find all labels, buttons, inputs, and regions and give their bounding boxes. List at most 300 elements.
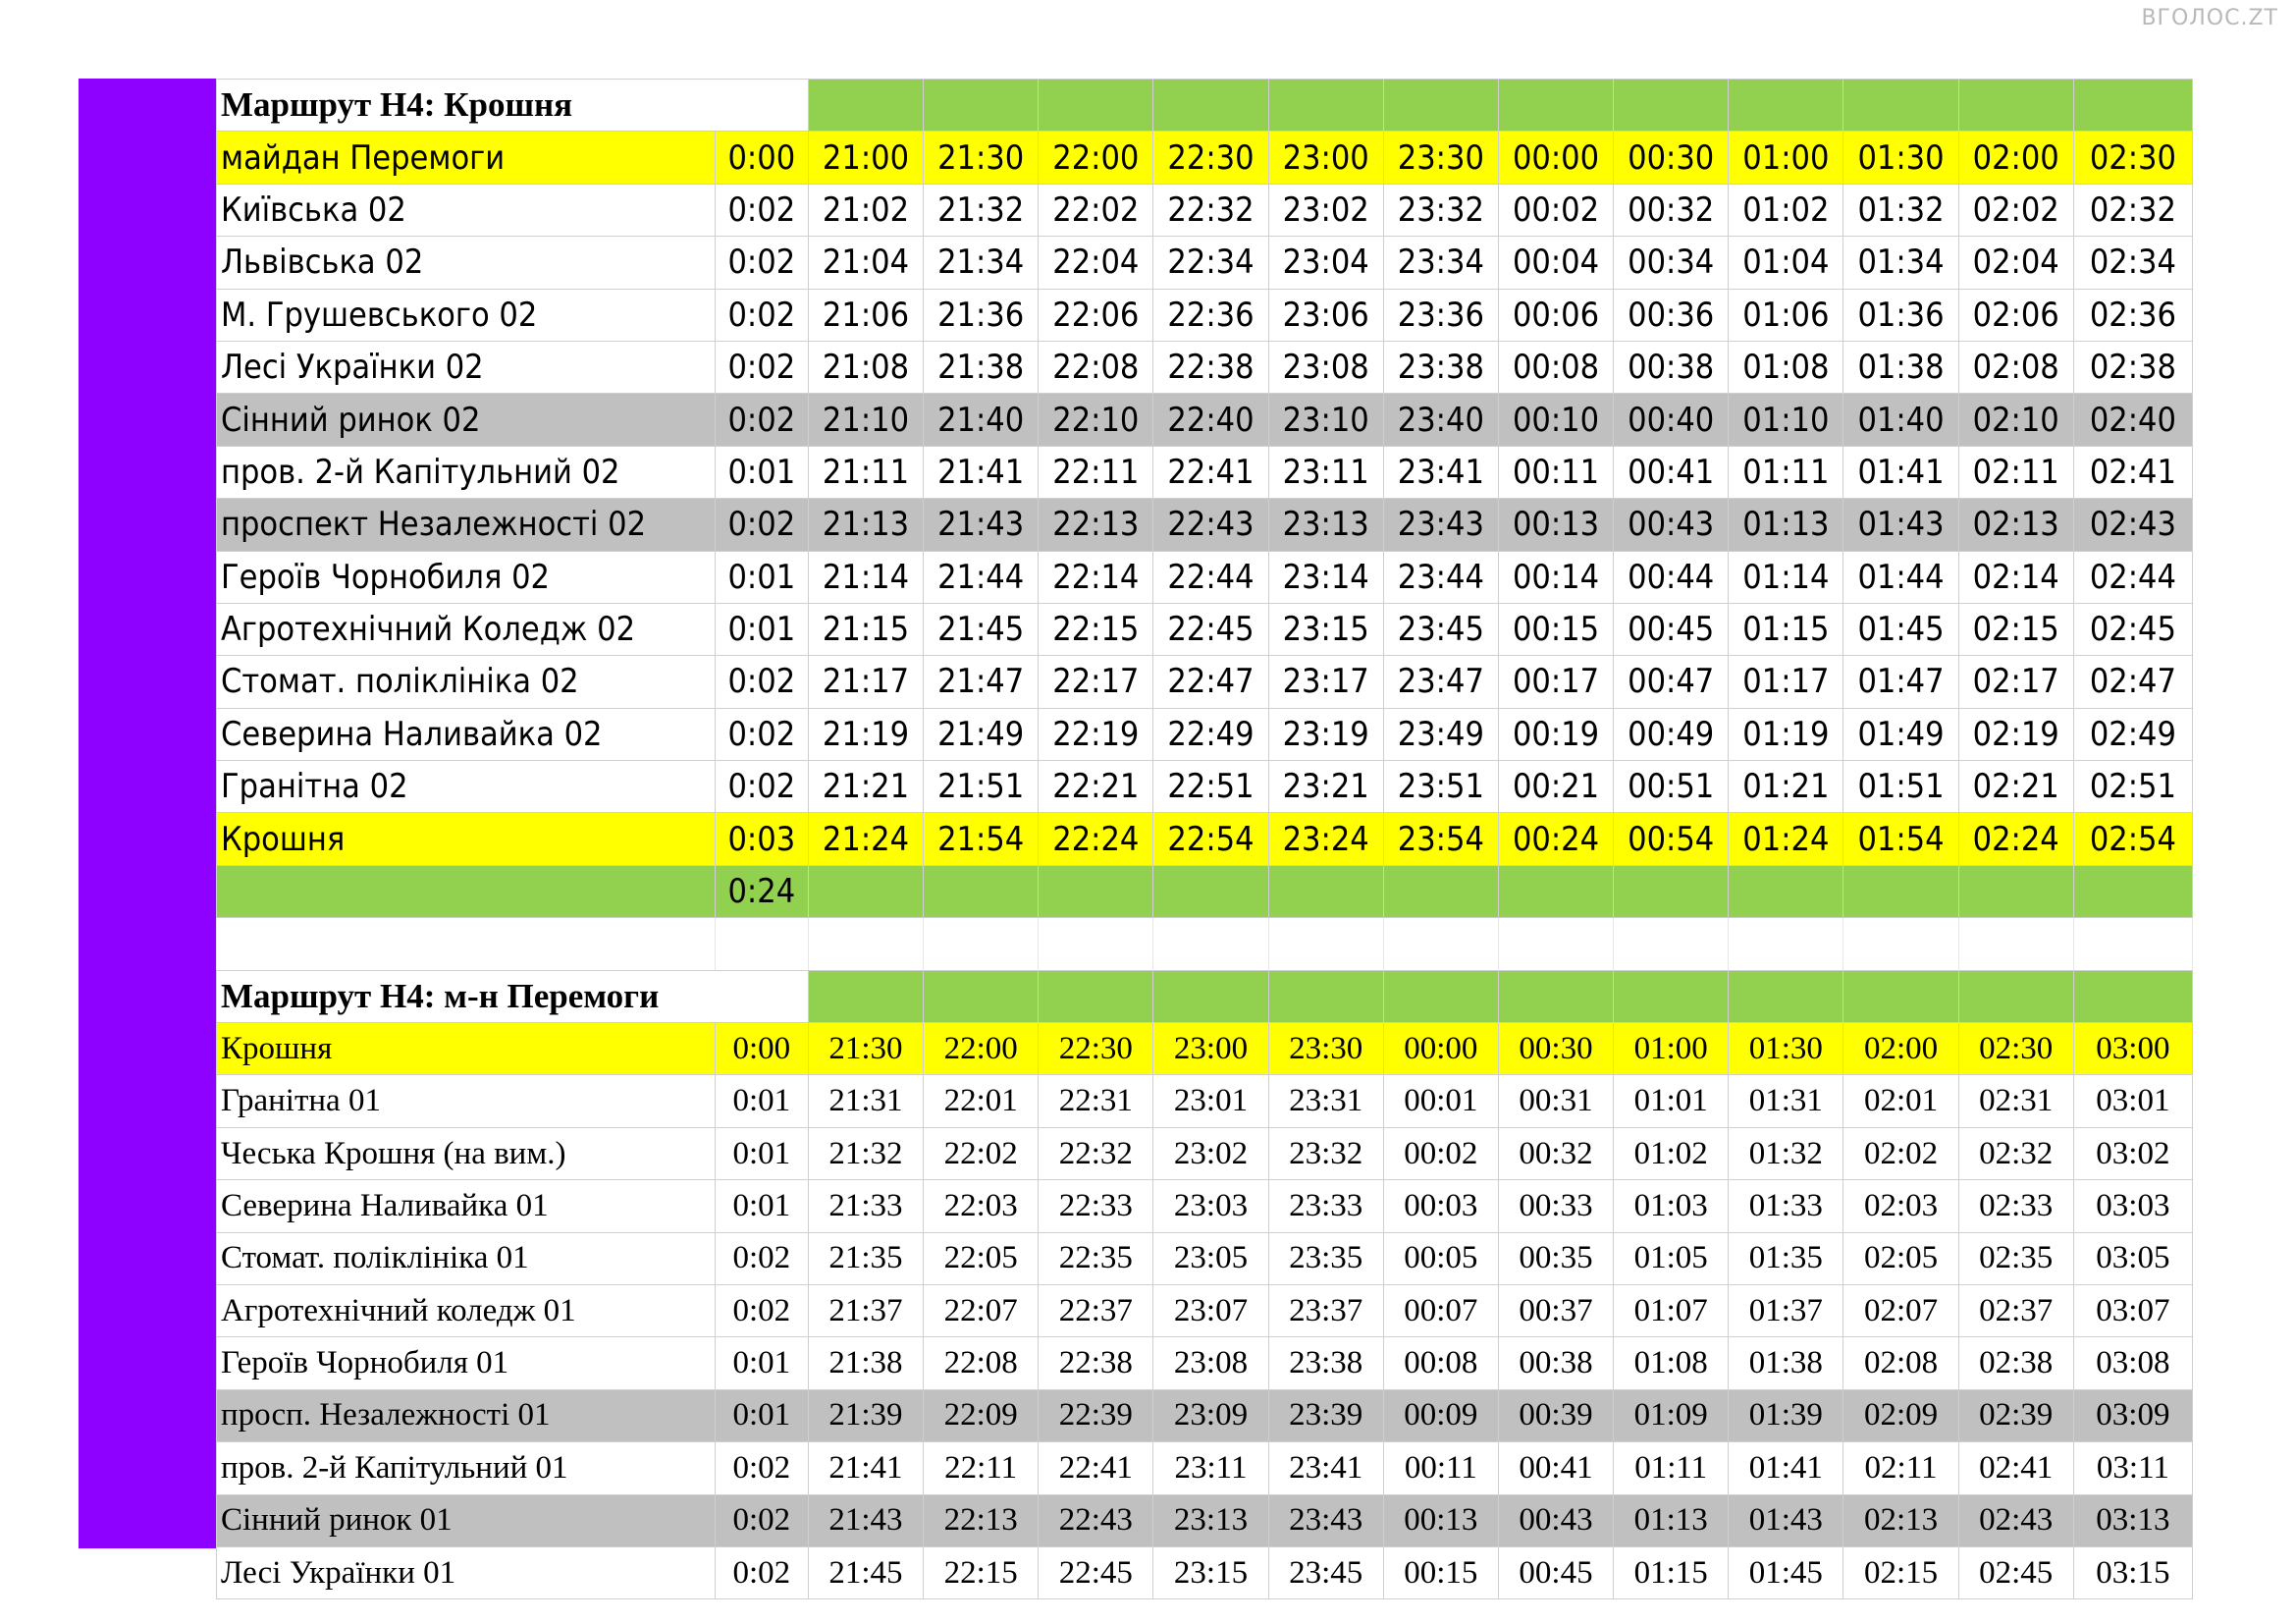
departure-time: 00:30: [1614, 132, 1729, 184]
departure-time: 23:45: [1383, 603, 1498, 655]
departure-time: 01:30: [1729, 1023, 1843, 1075]
departure-time: 02:11: [1843, 1442, 1958, 1494]
departure-time: 22:30: [1153, 132, 1268, 184]
departure-time: 01:47: [1843, 656, 1958, 708]
departure-time: 23:40: [1383, 394, 1498, 446]
stop-name: Героїв Чорнобиля 01: [217, 1337, 716, 1389]
departure-time: 02:37: [1958, 1284, 2073, 1336]
departure-time: 01:00: [1614, 1023, 1729, 1075]
header-green-cell: [1268, 80, 1383, 132]
departure-time: 00:02: [1383, 1127, 1498, 1179]
schedule-table: [216, 79, 2193, 1599]
stop-row: [217, 184, 2193, 236]
departure-time: 22:00: [1039, 132, 1153, 184]
departure-time: 01:14: [1729, 551, 1843, 603]
departure-time: 23:00: [1153, 1023, 1268, 1075]
route-title: Маршрут Н4: Крошня: [217, 80, 809, 132]
departure-time: 21:38: [808, 1337, 923, 1389]
departure-time: 00:44: [1614, 551, 1729, 603]
departure-time: 22:38: [1153, 341, 1268, 393]
departure-time: 21:14: [808, 551, 923, 603]
departure-time: 22:11: [924, 1442, 1039, 1494]
departure-time: 22:02: [924, 1127, 1039, 1179]
departure-time: 23:14: [1268, 551, 1383, 603]
header-green-cell: [1958, 80, 2073, 132]
departure-time: 00:15: [1498, 603, 1613, 655]
departure-time: 22:41: [1039, 1442, 1153, 1494]
departure-time: 02:44: [2073, 551, 2192, 603]
departure-time: 22:06: [1039, 289, 1153, 341]
departure-time: 01:41: [1729, 1442, 1843, 1494]
departure-time: 23:11: [1153, 1442, 1268, 1494]
stop-row: [217, 1075, 2193, 1127]
spacer-row: [217, 918, 2193, 970]
departure-time: 00:30: [1498, 1023, 1613, 1075]
departure-time: 01:04: [1729, 237, 1843, 289]
departure-time: 00:40: [1614, 394, 1729, 446]
departure-time: 01:15: [1614, 1546, 1729, 1598]
departure-time: 22:17: [1039, 656, 1153, 708]
spacer-cell: [1383, 918, 1498, 970]
departure-time: 03:02: [2073, 1127, 2192, 1179]
departure-time: 21:49: [924, 708, 1039, 760]
departure-time: 00:19: [1498, 708, 1613, 760]
spacer-cell: [1039, 918, 1153, 970]
departure-time: 00:49: [1614, 708, 1729, 760]
departure-time: 22:24: [1039, 813, 1153, 865]
departure-time: 00:15: [1383, 1546, 1498, 1598]
departure-time: 21:34: [924, 237, 1039, 289]
departure-time: 22:15: [1039, 603, 1153, 655]
header-green-cell: [1958, 970, 2073, 1022]
departure-time: 22:08: [924, 1337, 1039, 1389]
departure-time: 23:13: [1153, 1494, 1268, 1546]
departure-time: 02:21: [1958, 761, 2073, 813]
total-green-cell: [1729, 865, 1843, 917]
stop-interval: 0:02: [715, 341, 808, 393]
departure-time: 02:43: [1958, 1494, 2073, 1546]
departure-time: 22:34: [1153, 237, 1268, 289]
departure-time: 01:45: [1843, 603, 1958, 655]
departure-time: 00:51: [1614, 761, 1729, 813]
header-green-cell: [1153, 80, 1268, 132]
spacer-cell: [1498, 918, 1613, 970]
departure-time: 21:40: [924, 394, 1039, 446]
stop-name: Северина Наливайка 01: [217, 1180, 716, 1232]
departure-time: 02:32: [1958, 1127, 2073, 1179]
departure-time: 21:43: [808, 1494, 923, 1546]
departure-time: 02:15: [1958, 603, 2073, 655]
departure-time: 23:34: [1383, 237, 1498, 289]
stop-interval: 0:02: [715, 1442, 808, 1494]
departure-time: 01:08: [1614, 1337, 1729, 1389]
departure-time: 00:13: [1383, 1494, 1498, 1546]
departure-time: 03:13: [2073, 1494, 2192, 1546]
departure-time: 02:49: [2073, 708, 2192, 760]
departure-time: 23:43: [1383, 499, 1498, 551]
stop-row: [217, 1180, 2193, 1232]
departure-time: 23:00: [1268, 132, 1383, 184]
departure-time: 21:33: [808, 1180, 923, 1232]
header-green-cell: [1039, 970, 1153, 1022]
stop-interval: 0:03: [715, 813, 808, 865]
departure-time: 01:49: [1843, 708, 1958, 760]
header-green-cell: [1843, 80, 1958, 132]
stop-interval: 0:01: [715, 1075, 808, 1127]
total-green-cell: [1039, 865, 1153, 917]
stop-name: майдан Перемоги: [217, 132, 716, 184]
departure-time: 23:47: [1383, 656, 1498, 708]
departure-time: 01:05: [1614, 1232, 1729, 1284]
departure-time: 02:30: [1958, 1023, 2073, 1075]
departure-time: 21:51: [924, 761, 1039, 813]
departure-time: 22:38: [1039, 1337, 1153, 1389]
header-green-cell: [1383, 80, 1498, 132]
departure-time: 01:03: [1614, 1180, 1729, 1232]
departure-time: 22:39: [1039, 1389, 1153, 1441]
departure-time: 22:44: [1153, 551, 1268, 603]
departure-time: 22:47: [1153, 656, 1268, 708]
stop-name: Стомат. поліклініка 02: [217, 656, 716, 708]
total-green-cell: [1614, 865, 1729, 917]
departure-time: 02:24: [1958, 813, 2073, 865]
departure-time: 21:47: [924, 656, 1039, 708]
header-green-cell: [924, 80, 1039, 132]
header-green-cell: [1843, 970, 1958, 1022]
departure-time: 23:08: [1153, 1337, 1268, 1389]
purple-side-band: [79, 79, 216, 1548]
departure-time: 00:43: [1614, 499, 1729, 551]
departure-time: 23:51: [1383, 761, 1498, 813]
departure-time: 02:00: [1958, 132, 2073, 184]
departure-time: 00:11: [1498, 446, 1613, 498]
departure-time: 23:44: [1383, 551, 1498, 603]
departure-time: 23:37: [1268, 1284, 1383, 1336]
departure-time: 21:02: [808, 184, 923, 236]
stop-name: Лесі Українки 02: [217, 341, 716, 393]
departure-time: 22:13: [924, 1494, 1039, 1546]
departure-time: 01:40: [1843, 394, 1958, 446]
departure-time: 00:31: [1498, 1075, 1613, 1127]
departure-time: 23:31: [1268, 1075, 1383, 1127]
departure-time: 01:34: [1843, 237, 1958, 289]
stop-row: [217, 1232, 2193, 1284]
total-green-cell: [1843, 865, 1958, 917]
departure-time: 22:45: [1153, 603, 1268, 655]
stop-interval: 0:01: [715, 446, 808, 498]
departure-time: 22:40: [1153, 394, 1268, 446]
departure-time: 03:11: [2073, 1442, 2192, 1494]
departure-time: 00:09: [1383, 1389, 1498, 1441]
departure-time: 02:34: [2073, 237, 2192, 289]
departure-time: 23:02: [1153, 1127, 1268, 1179]
departure-time: 00:38: [1614, 341, 1729, 393]
departure-time: 02:43: [2073, 499, 2192, 551]
spacer-cell: [1843, 918, 1958, 970]
header-green-cell: [1268, 970, 1383, 1022]
stop-interval: 0:01: [715, 1337, 808, 1389]
departure-time: 00:13: [1498, 499, 1613, 551]
departure-time: 01:02: [1614, 1127, 1729, 1179]
stop-interval: 0:02: [715, 1232, 808, 1284]
stop-interval: 0:01: [715, 603, 808, 655]
departure-time: 22:02: [1039, 184, 1153, 236]
departure-time: 02:10: [1958, 394, 2073, 446]
departure-time: 22:07: [924, 1284, 1039, 1336]
departure-time: 02:08: [1843, 1337, 1958, 1389]
watermark-logo: ВГОЛОС.ZT: [2141, 6, 2278, 30]
stop-name: проспект Незалежності 02: [217, 499, 716, 551]
stop-interval: 0:02: [715, 1546, 808, 1598]
departure-time: 01:54: [1843, 813, 1958, 865]
departure-time: 23:03: [1153, 1180, 1268, 1232]
spacer-cell: [1958, 918, 2073, 970]
departure-time: 01:43: [1843, 499, 1958, 551]
stop-name: пров. 2-й Капітульний 02: [217, 446, 716, 498]
stop-name: М. Грушевського 02: [217, 289, 716, 341]
departure-time: 03:05: [2073, 1232, 2192, 1284]
stop-row: [217, 499, 2193, 551]
departure-time: 22:13: [1039, 499, 1153, 551]
spacer-cell: [1268, 918, 1383, 970]
stop-interval: 0:01: [715, 1389, 808, 1441]
spacer-cell: [1729, 918, 1843, 970]
stop-name: Гранітна 01: [217, 1075, 716, 1127]
departure-time: 23:45: [1268, 1546, 1383, 1598]
departure-time: 00:21: [1498, 761, 1613, 813]
departure-time: 02:00: [1843, 1023, 1958, 1075]
departure-time: 02:03: [1843, 1180, 1958, 1232]
header-green-cell: [2073, 970, 2192, 1022]
departure-time: 02:36: [2073, 289, 2192, 341]
stop-row: [217, 1337, 2193, 1389]
departure-time: 00:37: [1498, 1284, 1613, 1336]
departure-time: 00:54: [1614, 813, 1729, 865]
spacer-cell: [2073, 918, 2192, 970]
total-green-cell: [808, 865, 923, 917]
departure-time: 23:11: [1268, 446, 1383, 498]
departure-time: 21:31: [808, 1075, 923, 1127]
departure-time: 02:07: [1843, 1284, 1958, 1336]
stop-row: [217, 341, 2193, 393]
departure-time: 23:05: [1153, 1232, 1268, 1284]
spacer-cell: [808, 918, 923, 970]
stop-name: Гранітна 02: [217, 761, 716, 813]
departure-time: 21:30: [924, 132, 1039, 184]
departure-time: 22:45: [1039, 1546, 1153, 1598]
stop-name: Агротехнічний Коледж 02: [217, 603, 716, 655]
departure-time: 00:36: [1614, 289, 1729, 341]
departure-time: 23:30: [1383, 132, 1498, 184]
departure-time: 21:32: [924, 184, 1039, 236]
spacer-cell: [217, 918, 716, 970]
departure-time: 23:10: [1268, 394, 1383, 446]
departure-time: 23:19: [1268, 708, 1383, 760]
departure-time: 01:13: [1614, 1494, 1729, 1546]
departure-time: 02:19: [1958, 708, 2073, 760]
departure-time: 23:02: [1268, 184, 1383, 236]
departure-time: 02:51: [2073, 761, 2192, 813]
departure-time: 02:45: [1958, 1546, 2073, 1598]
departure-time: 22:09: [924, 1389, 1039, 1441]
departure-time: 01:41: [1843, 446, 1958, 498]
stop-row: [217, 813, 2193, 865]
departure-time: 02:11: [1958, 446, 2073, 498]
route-title: Маршрут Н4: м-н Перемоги: [217, 970, 809, 1022]
departure-time: 21:04: [808, 237, 923, 289]
header-green-cell: [808, 970, 923, 1022]
stop-interval: 0:02: [715, 499, 808, 551]
departure-time: 00:39: [1498, 1389, 1613, 1441]
stop-interval: 0:02: [715, 289, 808, 341]
departure-time: 00:05: [1383, 1232, 1498, 1284]
departure-time: 02:35: [1958, 1232, 2073, 1284]
departure-time: 21:00: [808, 132, 923, 184]
departure-time: 22:41: [1153, 446, 1268, 498]
departure-time: 21:45: [924, 603, 1039, 655]
departure-time: 21:21: [808, 761, 923, 813]
departure-time: 01:21: [1729, 761, 1843, 813]
header-green-cell: [808, 80, 923, 132]
departure-time: 02:14: [1958, 551, 2073, 603]
departure-time: 22:14: [1039, 551, 1153, 603]
departure-time: 00:17: [1498, 656, 1613, 708]
stop-name: Сінний ринок 02: [217, 394, 716, 446]
departure-time: 22:33: [1039, 1180, 1153, 1232]
departure-time: 00:00: [1498, 132, 1613, 184]
departure-time: 21:35: [808, 1232, 923, 1284]
departure-time: 23:36: [1383, 289, 1498, 341]
departure-time: 21:24: [808, 813, 923, 865]
departure-time: 02:17: [1958, 656, 2073, 708]
header-green-cell: [924, 970, 1039, 1022]
stop-interval: 0:02: [715, 708, 808, 760]
departure-time: 02:30: [2073, 132, 2192, 184]
stop-interval: 0:01: [715, 551, 808, 603]
departure-time: 02:06: [1958, 289, 2073, 341]
departure-time: 01:39: [1729, 1389, 1843, 1441]
departure-time: 02:45: [2073, 603, 2192, 655]
stop-interval: 0:02: [715, 394, 808, 446]
departure-time: 22:21: [1039, 761, 1153, 813]
departure-time: 22:49: [1153, 708, 1268, 760]
departure-time: 01:24: [1729, 813, 1843, 865]
departure-time: 01:15: [1729, 603, 1843, 655]
stop-name: Героїв Чорнобиля 02: [217, 551, 716, 603]
stop-row: [217, 1494, 2193, 1546]
departure-time: 01:19: [1729, 708, 1843, 760]
departure-time: 00:43: [1498, 1494, 1613, 1546]
departure-time: 21:32: [808, 1127, 923, 1179]
departure-time: 23:39: [1268, 1389, 1383, 1441]
departure-time: 01:33: [1729, 1180, 1843, 1232]
departure-time: 01:06: [1729, 289, 1843, 341]
departure-time: 01:37: [1729, 1284, 1843, 1336]
departure-time: 00:01: [1383, 1075, 1498, 1127]
stop-name: Агротехнічний коледж 01: [217, 1284, 716, 1336]
header-green-cell: [1614, 80, 1729, 132]
departure-time: 01:31: [1729, 1075, 1843, 1127]
departure-time: 22:30: [1039, 1023, 1153, 1075]
departure-time: 00:35: [1498, 1232, 1613, 1284]
departure-time: 21:39: [808, 1389, 923, 1441]
departure-time: 02:40: [2073, 394, 2192, 446]
departure-time: 03:07: [2073, 1284, 2192, 1336]
departure-time: 23:04: [1268, 237, 1383, 289]
departure-time: 02:47: [2073, 656, 2192, 708]
header-green-cell: [1729, 970, 1843, 1022]
departure-time: 02:41: [2073, 446, 2192, 498]
departure-time: 23:24: [1268, 813, 1383, 865]
total-green-cell: [924, 865, 1039, 917]
stop-name: пров. 2-й Капітульний 01: [217, 1442, 716, 1494]
departure-time: 02:01: [1843, 1075, 1958, 1127]
departure-time: 23:17: [1268, 656, 1383, 708]
departure-time: 01:13: [1729, 499, 1843, 551]
departure-time: 01:43: [1729, 1494, 1843, 1546]
stop-interval: 0:02: [715, 1494, 808, 1546]
stop-row: [217, 132, 2193, 184]
departure-time: 01:30: [1843, 132, 1958, 184]
departure-time: 01:44: [1843, 551, 1958, 603]
header-green-cell: [1498, 80, 1613, 132]
stop-name: Северина Наливайка 02: [217, 708, 716, 760]
departure-time: 23:41: [1383, 446, 1498, 498]
spacer-cell: [715, 918, 808, 970]
stop-row: [217, 603, 2193, 655]
departure-time: 21:38: [924, 341, 1039, 393]
departure-time: 00:08: [1498, 341, 1613, 393]
departure-time: 00:32: [1614, 184, 1729, 236]
departure-time: 00:32: [1498, 1127, 1613, 1179]
total-green-cell: [1383, 865, 1498, 917]
departure-time: 23:06: [1268, 289, 1383, 341]
departure-time: 01:38: [1843, 341, 1958, 393]
departure-time: 00:07: [1383, 1284, 1498, 1336]
stop-name: Лесі Українки 01: [217, 1546, 716, 1598]
stop-row: [217, 761, 2193, 813]
departure-time: 02:33: [1958, 1180, 2073, 1232]
departure-time: 03:03: [2073, 1180, 2192, 1232]
stop-name: Сінний ринок 01: [217, 1494, 716, 1546]
departure-time: 22:51: [1153, 761, 1268, 813]
departure-time: 23:43: [1268, 1494, 1383, 1546]
departure-time: 22:08: [1039, 341, 1153, 393]
departure-time: 02:13: [1843, 1494, 1958, 1546]
departure-time: 02:09: [1843, 1389, 1958, 1441]
departure-time: 03:08: [2073, 1337, 2192, 1389]
departure-time: 01:08: [1729, 341, 1843, 393]
departure-time: 02:15: [1843, 1546, 1958, 1598]
departure-time: 23:07: [1153, 1284, 1268, 1336]
stop-row: [217, 1284, 2193, 1336]
departure-time: 00:41: [1498, 1442, 1613, 1494]
departure-time: 21:13: [808, 499, 923, 551]
departure-time: 01:10: [1729, 394, 1843, 446]
stop-interval: 0:01: [715, 1180, 808, 1232]
departure-time: 00:03: [1383, 1180, 1498, 1232]
stop-name: Чеська Крошня (на вим.): [217, 1127, 716, 1179]
departure-time: 21:11: [808, 446, 923, 498]
departure-time: 22:43: [1153, 499, 1268, 551]
departure-time: 03:15: [2073, 1546, 2192, 1598]
departure-time: 00:04: [1498, 237, 1613, 289]
departure-time: 22:32: [1153, 184, 1268, 236]
departure-time: 00:34: [1614, 237, 1729, 289]
departure-time: 01:11: [1614, 1442, 1729, 1494]
departure-time: 02:13: [1958, 499, 2073, 551]
departure-time: 02:38: [2073, 341, 2192, 393]
